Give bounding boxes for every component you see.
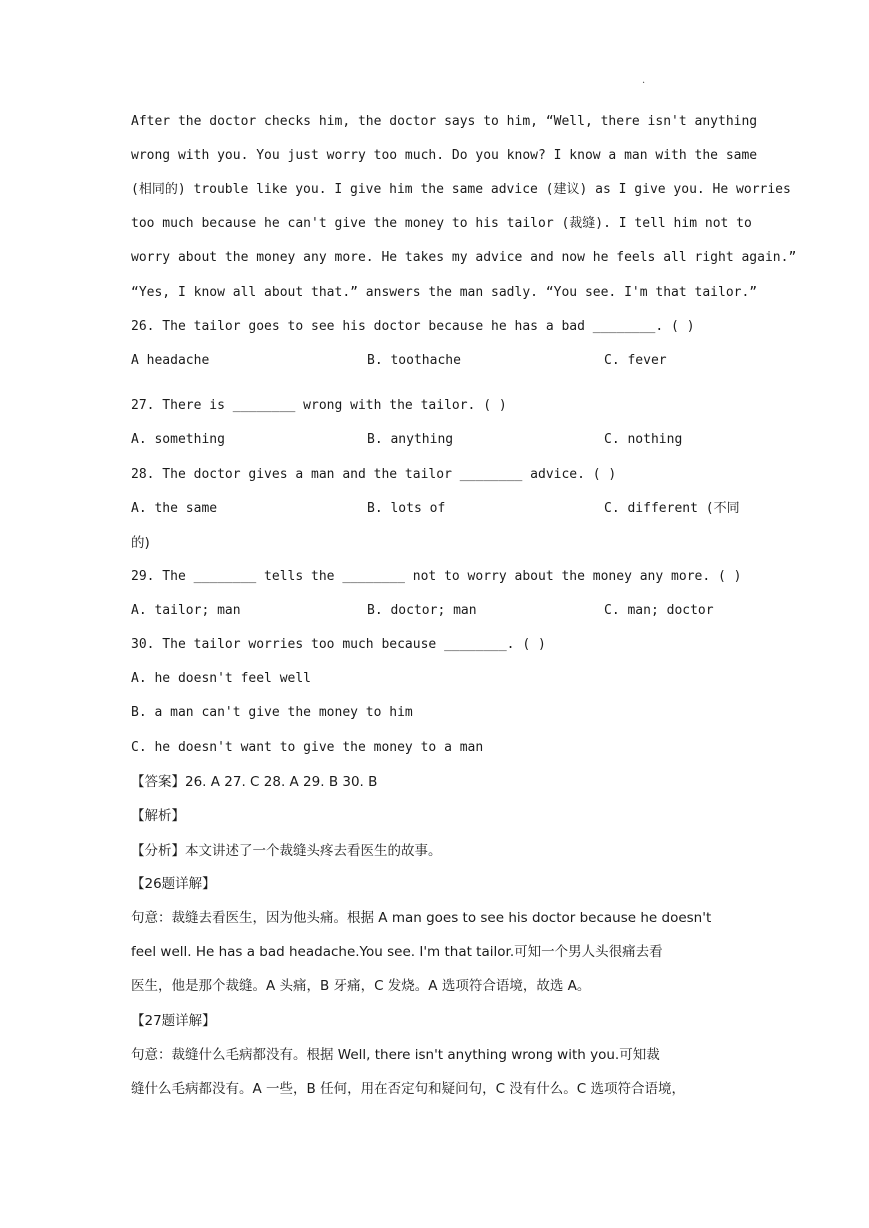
q27-explanation-line: 句意：裁缝什么毛病都没有。根据 Well, there isn't anything wrong with you.可知裁 [131,1047,660,1063]
q29-option-c: C. man; doctor [604,603,714,618]
q26-option-c: C. fever [604,353,667,368]
q26-option-a: A headache [131,353,210,368]
passage-line: After the doctor checks him, the doctor says to him, “Well, there isn't anything [131,114,758,129]
q27-option-c: C. nothing [604,432,683,447]
q28-option-c-continued: 的) [131,535,150,551]
passage-line: wrong with you. You just worry too much. Do you know? I know a man with the same [131,148,758,163]
header-dot: · [642,78,646,89]
q26-explanation-heading: 【26题详解】 [131,876,216,892]
q26-explanation-line: 句意：裁缝去看医生，因为他头痛。根据 A man goes to see his doctor because he doesn't [131,910,712,926]
passage-line: (相同的) trouble like you. I give him the same advice (建议) as I give you. He worries [131,182,791,197]
question-26: 26. The tailor goes to see his doctor because he has a bad ________. ( ) [131,319,695,334]
analysis-heading: 【解析】 [131,808,185,824]
question-27: 27. There is ________ wrong with the tailor. ( ) [131,398,507,413]
question-30: 30. The tailor worries too much because ________. ( ) [131,637,546,652]
passage-line: worry about the money any more. He takes my advice and now he feels all right again.” [131,250,797,265]
q30-option-a: A. he doesn't feel well [131,671,312,686]
q27-explanation-line: 缝什么毛病都没有。A 一些，B 任何，用在否定句和疑问句，C 没有什么。C 选项符合语境， [131,1081,686,1097]
q26-option-b: B. toothache [367,353,461,368]
q28-option-b: B. lots of [367,501,446,516]
q28-option-c: C. different (不同 [604,501,740,516]
q27-option-b: B. anything [367,432,454,447]
q28-option-a: A. the same [131,501,218,516]
q29-option-b: B. doctor; man [367,603,477,618]
q30-option-c: C. he doesn't want to give the money to a man [131,740,484,755]
q30-option-b: B. a man can't give the money to him [131,705,413,720]
question-29: 29. The ________ tells the ________ not to worry about the money any more. ( ) [131,569,742,584]
question-28: 28. The doctor gives a man and the tailor ________ advice. ( ) [131,467,617,482]
q26-explanation-line: 医生，他是那个裁缝。A 头痛，B 牙痛，C 发烧。A 选项符合语境，故选 A。 [131,978,591,994]
q29-option-a: A. tailor; man [131,603,241,618]
q26-explanation-line: feel well. He has a bad headache.You see. I'm that tailor.可知一个男人头很痛去看 [131,944,663,960]
analysis-summary: 【分析】本文讲述了一个裁缝头疼去看医生的故事。 [131,843,442,859]
q27-explanation-heading: 【27题详解】 [131,1013,216,1029]
passage-line: too much because he can't give the money to his tailor (裁缝). I tell him not to [131,216,752,231]
q27-option-a: A. something [131,432,225,447]
passage-line: “Yes, I know all about that.” answers the man sadly. “You see. I'm that tailor.” [131,285,758,300]
answer-key: 【答案】26. A 27. C 28. A 29. B 30. B [131,774,378,790]
